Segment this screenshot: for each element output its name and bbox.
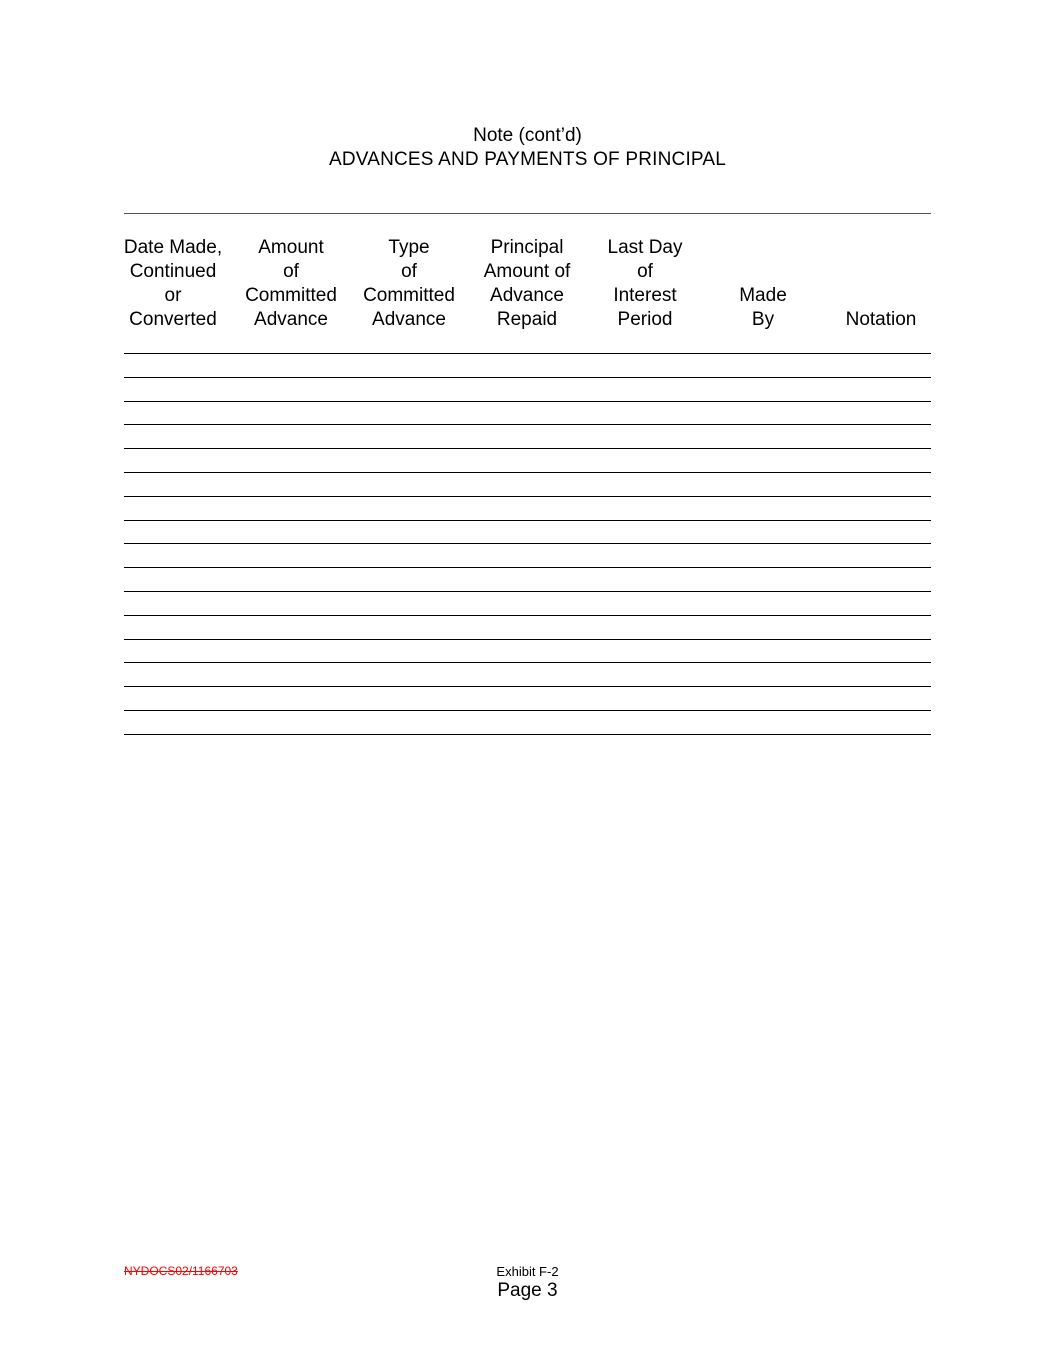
entry-row-line <box>124 543 931 544</box>
column-header-line: Principal <box>490 237 564 258</box>
column-header-line: of <box>283 261 299 282</box>
column-header-line: Last Day <box>607 237 683 258</box>
entry-row-line <box>124 353 931 354</box>
entry-row-line <box>124 591 931 592</box>
column-header-principal <box>468 236 586 332</box>
column-header-line: Notation <box>845 309 917 330</box>
column-header-line: Advance <box>372 309 446 330</box>
column-header-line: Converted <box>129 309 217 330</box>
entry-row-line <box>124 710 931 711</box>
column-header-line: of <box>637 261 653 282</box>
column-header-notation <box>822 236 940 332</box>
entry-row-line <box>124 734 931 735</box>
column-header-line: of <box>401 261 417 282</box>
column-header-line: By <box>751 309 775 330</box>
column-header-line: Type <box>388 237 430 258</box>
column-header-line <box>822 284 940 308</box>
column-header-line: Committed <box>363 285 455 306</box>
entry-row-line <box>124 615 931 616</box>
column-header-line: or <box>164 285 182 306</box>
column-header-line <box>822 260 940 284</box>
page-number: Page 3 <box>497 1280 558 1301</box>
column-header-line: Advance <box>490 285 564 306</box>
column-header-line: Amount of <box>483 261 571 282</box>
column-header-line: Repaid <box>496 309 558 330</box>
page-subtitle: ADVANCES AND PAYMENTS OF PRINCIPAL <box>328 149 727 170</box>
entry-row-line <box>124 496 931 497</box>
entry-row-line <box>124 377 931 378</box>
column-header-line: Period <box>617 309 673 330</box>
column-header-line <box>704 236 822 260</box>
entry-row-line <box>124 662 931 663</box>
column-header-made-by <box>704 236 822 332</box>
exhibit-label: Exhibit F-2 <box>496 1264 559 1279</box>
entry-row-line <box>124 448 931 449</box>
column-header-line: Advance <box>254 309 328 330</box>
column-header-line: Interest <box>613 285 677 306</box>
column-header-line: Continued <box>129 261 217 282</box>
entry-row-line <box>124 567 931 568</box>
column-header-line <box>704 260 822 284</box>
column-header-line: Date Made, <box>123 237 223 258</box>
document-reference: NYDOCS02/1166703 <box>124 1264 238 1278</box>
column-header-line: Amount <box>258 237 324 258</box>
entry-row-line <box>124 520 931 521</box>
column-header-date-made <box>114 236 232 332</box>
entry-row-line <box>124 472 931 473</box>
column-header-line: Committed <box>245 285 337 306</box>
column-header-amount <box>232 236 350 332</box>
entry-row-line <box>124 639 931 640</box>
column-header-last-day <box>586 236 704 332</box>
page-title: Note (cont’d) <box>473 125 582 146</box>
column-header-line: Made <box>739 285 787 306</box>
column-header-type <box>350 236 468 332</box>
entry-row-line <box>124 686 931 687</box>
entry-row-line <box>124 424 931 425</box>
header-top-rule <box>124 213 931 214</box>
column-header-line <box>822 236 940 260</box>
entry-row-line <box>124 401 931 402</box>
